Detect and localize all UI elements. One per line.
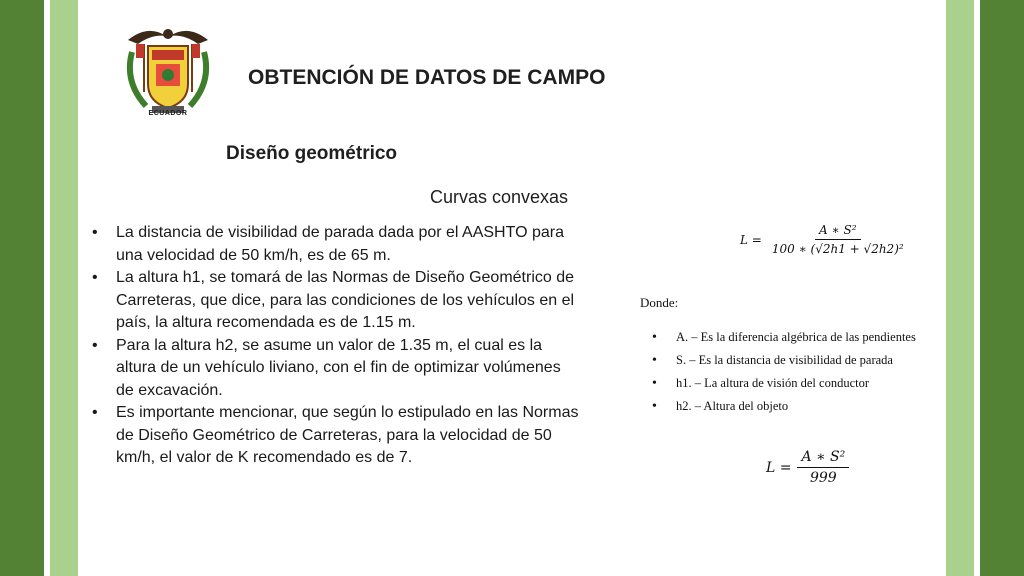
left-light-bar [50, 0, 78, 576]
definition-item: • h2. – Altura del objeto [648, 395, 948, 418]
formula-numerator: A ∗ S² [797, 449, 849, 468]
slide-subtitle: Diseño geométrico [226, 143, 398, 164]
slide-title: OBTENCIÓN DE DATOS DE CAMPO [248, 66, 606, 89]
formula-denominator: 999 [809, 470, 837, 486]
right-light-bar [946, 0, 974, 576]
formula-denominator: 100 ∗ (√2h1 + √2h2)² [771, 242, 904, 256]
left-dark-bar [0, 0, 44, 576]
coat-of-arms-icon [122, 22, 214, 120]
definition-item: • h1. – La altura de visión del conductor [648, 372, 948, 395]
definition-item: • A. – Es la diferencia algébrica de las pendientes [648, 326, 948, 349]
formula-fraction [768, 223, 908, 256]
definition-item: • S. – Es la distancia de visibilidad de parada [648, 349, 948, 372]
bullet-list [92, 222, 582, 470]
curve-length-formula [740, 223, 908, 256]
formula-fraction [797, 449, 849, 486]
logo-caption: ECUADOR [148, 110, 188, 117]
definitions-heading: Donde: [640, 295, 679, 310]
right-dark-bar [980, 0, 1024, 576]
section-heading: Curvas convexas [430, 187, 569, 207]
formula-lhs: L = [740, 232, 762, 247]
simplified-formula [766, 449, 849, 486]
bullet-item: • La distancia de visibilidad de parada dada por el AASHTO para una velocidad de 50 km/h, es de 65 m. [92, 222, 582, 267]
definitions-list [648, 326, 948, 418]
bullet-item: • La altura h1, se tomará de las Normas de Diseño Geométrico de Carreteras, que dice, para las condiciones de los vehículos en el país, la altura recomendada es de 1.15 m. [92, 267, 582, 335]
formula-lhs: L = [766, 459, 792, 476]
bullet-item: • Es importante mencionar, que según lo estipulado en las Normas de Diseño Geométrico de Carreteras, para la velocidad de 50 km/h, el valor de K recomendado es de 7. [92, 402, 582, 470]
bullet-item: • Para la altura h2, se asume un valor de 1.35 m, el cual es la altura de un vehículo liviano, con el fin de optimizar volúmenes de excavación. [92, 335, 582, 403]
formula-numerator: A ∗ S² [815, 223, 860, 240]
